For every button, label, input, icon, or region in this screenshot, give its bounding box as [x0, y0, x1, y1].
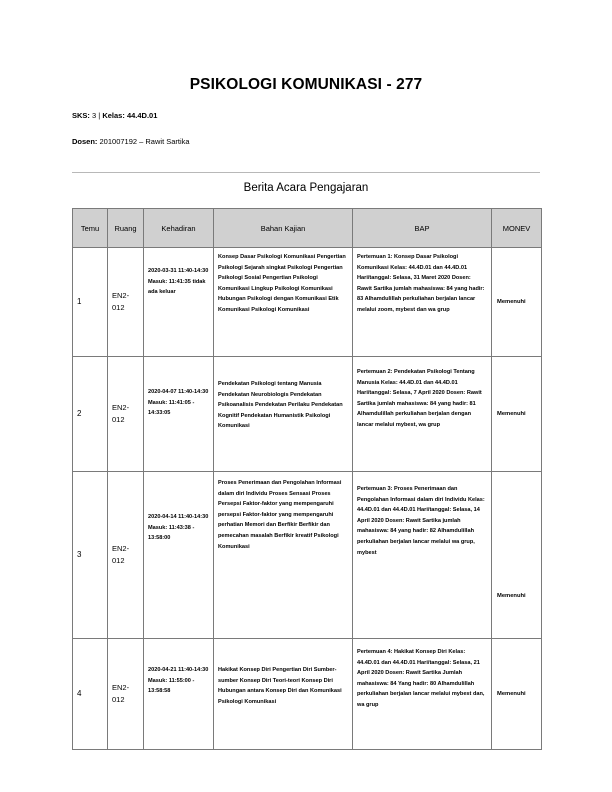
- dosen-label: Dosen:: [72, 137, 98, 146]
- kelas-label: Kelas:: [102, 111, 125, 120]
- cell-bahan-kajian: [214, 248, 353, 357]
- cell-monev: Memenuhi: [492, 357, 542, 472]
- cell-bap: [353, 248, 492, 357]
- table-row: [73, 357, 542, 472]
- header-bahan-kajian: Bahan Kajian: [214, 209, 353, 248]
- kehadiran-text: 2020-04-14 11:40-14:30 Masuk: 11:43:38 - 13:58:00: [148, 514, 209, 542]
- sks-value: 3: [92, 111, 97, 120]
- cell-temu: 1: [73, 248, 108, 357]
- meta-separator: |: [98, 111, 101, 120]
- lecturer-meta: [72, 137, 190, 146]
- cell-bahan-kajian: [214, 639, 353, 750]
- cell-bap: [353, 472, 492, 639]
- cell-temu: 3: [73, 472, 108, 639]
- section-title: Berita Acara Pengajaran: [243, 182, 369, 194]
- kehadiran-text: 2020-04-07 11:40-14:30 Masuk: 11:41:05 - 14:33:05: [148, 389, 209, 417]
- bahan-text: Hakikat Konsep Diri Pengertian Diri Sumber-sumber Konsep Diri Teori-teori Konsep Diri Hubungan antara Konsep Diri dan Komunikasi Psikologi Komunikasi: [218, 667, 342, 705]
- teaching-log-table: [72, 208, 542, 750]
- cell-temu: 4: [73, 639, 108, 750]
- cell-kehadiran: [144, 248, 214, 357]
- cell-temu: 2: [73, 357, 108, 472]
- kelas-value: 44.4D.01: [126, 111, 158, 120]
- table-row: [73, 639, 542, 750]
- cell-monev: Memenuhi: [492, 248, 542, 357]
- bahan-text: Proses Penerimaan dan Pengolahan Informasi dalam diri Individu Proses Sensasi Proses Persepsi Faktor-faktor yang mempengaruhi persepsi Faktor-faktor yang mempengaruhi perhatian Memori dan Berfikir Berfikir dan pemecahan masalah Berfikir kreatif Psikologi Komunikasi: [218, 480, 342, 550]
- table-row: [73, 248, 542, 357]
- header-kehadiran: Kehadiran: [144, 209, 214, 248]
- header-monev: MONEV: [492, 209, 542, 248]
- cell-monev: Memenuhi: [492, 639, 542, 750]
- header-bap: BAP: [353, 209, 492, 248]
- bahan-text: Pendekatan Psikologi tentang Manusia Pendekatan Neurobiologis Pendekatan Psikoanalisis Pendekatan Perilaku Pendekatan Kognitif Pendekatan Humanistik Psikologi Komunikasi: [218, 381, 343, 430]
- course-meta: [72, 111, 157, 120]
- bap-text: Pertemuan 1: Konsep Dasar Psikologi Komunikasi Kelas: 44.4D.01 dan 44.4D.01 Hari/tanggal: Selasa, 31 Maret 2020 Dosen: Rawit Sartika jumlah mahasiswa: 84 yang hadir: 83 Alhamdulillah perkuliahan berjalan lancar melalui zoom, mybest dan wa grup: [357, 254, 485, 313]
- divider: [72, 172, 540, 173]
- cell-bap: [353, 639, 492, 750]
- cell-kehadiran: [144, 357, 214, 472]
- kehadiran-text: 2020-04-21 11:40-14:30 Masuk: 11:55:00 - 13:58:58: [148, 667, 209, 695]
- kehadiran-text: 2020-03-31 11:40-14:30 Masuk: 11:41:35 tidak ada keluar: [148, 268, 209, 296]
- header-temu: Temu: [73, 209, 108, 248]
- bap-text: Pertemuan 4: Hakikat Konsep Diri Kelas: 44.4D.01 dan 44.4D.01 Hari/tanggal: Selasa, 21 April 2020 Dosen: Rawit Sartika Jumlah mahasiswa: 84 Yang hadir: 80 Alhamdulillah perkuliahan berjalan lancar melalui mybest dan, wa grup: [357, 649, 485, 708]
- table-row: [73, 472, 542, 639]
- sks-label: SKS:: [72, 111, 90, 120]
- cell-kehadiran: [144, 639, 214, 750]
- cell-bap: [353, 357, 492, 472]
- cell-bahan-kajian: [214, 472, 353, 639]
- cell-ruang: EN2-012: [108, 357, 144, 472]
- cell-bahan-kajian: [214, 357, 353, 472]
- dosen-value: 201007192 – Rawit Sartika: [99, 137, 190, 146]
- cell-ruang: EN2-012: [108, 472, 144, 639]
- cell-monev: Memenuhi: [492, 472, 542, 639]
- bap-text: Pertemuan 3: Proses Penerimaan dan Pengolahan Informasi dalam diri Individu Kelas: 44.4D.01 dan 44.4D.01 Hari/tanggal: Selasa, 14 April 2020 Dosen: Rawit Sartika jumlah mahasiswa: 84 yang hadir: 82 Alhamdulillah perkuliahan berjalan lancar melalui wa grup, mybest: [357, 486, 485, 556]
- cell-ruang: EN2-012: [108, 248, 144, 357]
- cell-ruang: EN2-012: [108, 639, 144, 750]
- cell-kehadiran: [144, 472, 214, 639]
- document-title: PSIKOLOGI KOMUNIKASI - 277: [189, 76, 423, 93]
- bahan-text: Konsep Dasar Psikologi Komunikasi Pengertian Psikologi Sejarah singkat Psikologi Pengertian Psikologi Sosial Pengertian Psikologi Komunikasi Lingkup Psikologi Komunikasi Hubungan Psikologi dengan Komunikasi Etik Komunikasi Psikologi Komunikasi: [218, 254, 346, 313]
- table-header-row: [73, 209, 542, 248]
- bap-text: Pertemuan 2: Pendekatan Psikologi Tentang Manusia Kelas: 44.4D.01 dan 44.4D.01 Hari/tanggal: Selasa, 7 April 2020 Dosen: Rawit Sartika jumlah mahasiswa: 84 yang hadir: 81 Alhamdulillah perkuliahan berjalan dengan lancar melalui mybest, wa grup: [357, 369, 482, 428]
- header-ruang: Ruang: [108, 209, 144, 248]
